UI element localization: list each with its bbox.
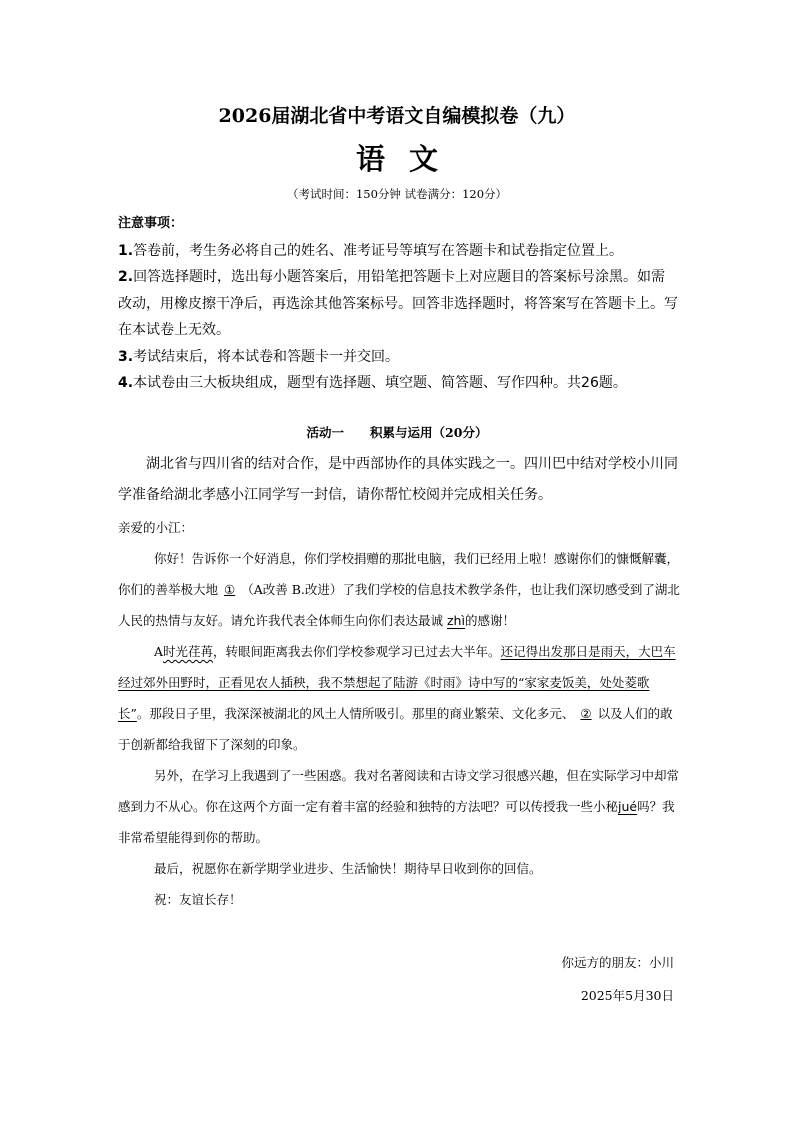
- intro-paragraph: 湖北省与四川省的结对合作，是中西部协作的具体实践之一。四川巴中结对学校小川同学准备给湖北孝感小江同学写一封信，请你帮忙校阅并完成相关任务。: [118, 456, 678, 503]
- notice-item: [118, 264, 678, 344]
- section-heading: [0, 423, 794, 443]
- notice-item-number: 4.: [118, 375, 134, 391]
- letter-paragraph-4: 最后，祝愿你在新学期学业进步、生活愉快！期待早日收到你的回信。: [154, 861, 542, 876]
- letter-closing: 祝：友谊长存！: [154, 892, 242, 907]
- letter-paragraph-3: 另外，在学习上我遇到了一些困惑。我对名著阅读和古诗文学习很感兴趣，但在实际学习中却常感到力不从心。你在这两个方面一定有着丰富的经验和独特的方法吧？可以传授我一些小秘jué吗？我非常希望能得到你的帮助。: [118, 768, 680, 845]
- letter-salutation: 亲爱的小江：: [118, 520, 194, 535]
- letter-paragraph-2: A时光荏苒，转眼间距离我去你们学校参观学习已过去大半年。还记得出发那日是雨天，大巴车经过郊外田野时，正看见农人插秧，我不禁想起了陆游《时雨》诗中写的“家家麦饭美，处处菱歌长”。那段日子里，我深深被湖北的风土人情所吸引。那里的商业繁荣、文化多元、 ② 以及人们的敢于创新都给我留下了深刻的印象。: [118, 644, 676, 752]
- notice-item-number: 3.: [118, 348, 134, 365]
- notice-item-text: 考试结束后，将本试卷和答题卡一并交回。: [133, 348, 400, 365]
- notice-item-number: 1.: [118, 242, 134, 259]
- notice-item-text: 回答选择题时，选出每小题答案后，用铅笔把答题卡上对应题目的答案标号涂黑。如需改动，用橡皮擦干净后，再选涂其他答案标号。回答非选择题时，将答案写在答题卡上。写在本试卷上无效。: [118, 269, 678, 338]
- letter-body: [118, 512, 680, 915]
- pinyin-blank-jue: jué: [618, 799, 638, 814]
- letter-date: 2025年5月30日: [580, 988, 674, 1003]
- pinyin-blank-zhi: zhì: [447, 613, 465, 628]
- mark-a: A: [154, 644, 164, 659]
- wavy-underlined-phrase: 时光荏苒: [163, 644, 214, 659]
- letter-signature: 你远方的朋友：小川: [561, 955, 674, 970]
- exam-title: 2026届湖北省中考语文自编模拟卷（九）: [218, 105, 576, 127]
- exam-info: （考试时间：150分钟 试卷满分：120分）: [286, 187, 508, 201]
- notice-item-number: 2.: [118, 269, 134, 285]
- notice-item: [118, 370, 678, 397]
- notice-item: [118, 344, 678, 371]
- notice-item: [118, 238, 678, 265]
- notice-heading: 注意事项：: [118, 216, 184, 231]
- section-name: 积累与运用（20分）: [370, 425, 488, 440]
- underlined-sentence: 还记得出发那日是雨天，大巴车经过郊外田野时，正看见农人插秧，我不禁想起了陆游《时雨》诗中写的“家家麦饭美，处处菱歌长”: [118, 644, 676, 721]
- blank-2: ②: [580, 706, 592, 721]
- notice-item-text: 答卷前，考生务必将自己的姓名、准考证号等填写在答题卡和试卷指定位置上。: [133, 242, 624, 259]
- letter-paragraph-1: 你好！告诉你一个好消息，你们学校捐赠的那批电脑，我们已经用上啦！感谢你们的慷慨解囊，你们的善举极大地 ① （A改善 B.改进）了我们学校的信息技术教学条件，也让我们深切感受到了湖北人民的热情与友好。请允许我代表全体师生向你们表达最诚 zhì的感谢！: [118, 551, 680, 628]
- notice-item-text: 本试卷由三大板块组成，题型有选择题、填空题、简答题、写作四种。共26题。: [133, 375, 627, 391]
- activity-label: 活动一: [306, 425, 345, 440]
- subject-title: 语文: [355, 142, 462, 176]
- notice-section: [118, 211, 678, 397]
- letter-signature-block: [561, 946, 674, 1012]
- blank-1: ①: [224, 582, 236, 597]
